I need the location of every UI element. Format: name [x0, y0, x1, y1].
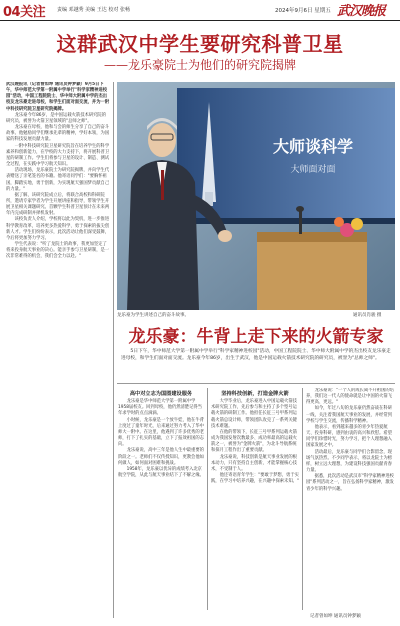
- article-paragraph: 龙乐豪在母校，他和与会的师生分享了自己的奋斗故事。他勉励同学们继承先辈的精神，学好本领，为国家的科技发展贡献力量。: [6, 125, 110, 143]
- feature-column-1: [118, 388, 204, 610]
- article-paragraph: 龙乐豪说，高中三年是他人生中最重要的阶段之一。老师们不仅传授知识，更教会他如何做人，如何面对困难和挑战。: [118, 448, 204, 466]
- article-paragraph: 活动现场，龙乐豪院士为研究院揭牌，并向学生代表赠送了亲笔签名的书籍。他寄语同学们："要胸怀祖国，脚踏实地，勇于创新，为实现航天强国梦贡献自己的力量。": [6, 168, 110, 192]
- article-paragraph: 龙乐豪说："一个人的成长离不开祖国的培养，我们这一代人的使命就是让中国的火箭飞得更高、更远。": [306, 388, 394, 406]
- article-intro: 武汉晚报讯（记者曾如坤 通讯员钟梦颖）9月5日下午，华中师范大学第一附属中学举行"科学家精神进校园"活动，中国工程院院士、华中师大附属中学的杰出校友龙乐豪走进母校，和学生们面对面交流，并为一附中科技研究院卫星研究院揭牌。: [6, 82, 110, 112]
- slide-title: 大师谈科学: [272, 137, 354, 156]
- newspaper-logo: 武汉晚报: [337, 4, 386, 19]
- column-divider: [207, 388, 208, 610]
- main-headline: 这群武汉中学生要研究科普卫星: [56, 32, 344, 56]
- photo-credit: 通讯员肖骏 摄: [353, 313, 382, 318]
- page-header: [0, 0, 400, 21]
- article-paragraph: 据了解，该研究院成立后，将联合高校和科研院所，邀请专家学者为学生开展讲座和指导，带领学生开展卫星相关课题研究。首颗学生科普卫星预计在未来两年内完成研制并择机发射。: [6, 192, 110, 217]
- issue-date: 2024年9月6日 星期五: [275, 8, 331, 14]
- photo-illustration: [117, 82, 395, 310]
- slide-subtitle: 大师面对面: [290, 165, 336, 175]
- podium: [257, 232, 367, 310]
- article-paragraph: 该校负责人介绍，学校将以此为契机，进一步推进科学教育改革，培养更多热爱科学、勇于探索的拔尖创新人才。学生们纷纷表示，此次活动让他们深受鼓舞，今后将更加努力学习。: [6, 217, 110, 241]
- feature-lead: 5日下午，华中师范大学第一附属中学举行"科学家精神进校园"活动，中国工程院院士、华中师大附属中学的杰出校友龙乐豪走进母校，和学生们面对面交流。龙乐豪今年86岁，出生于武汉，他是中国运载火箭技术研究院的研究员，被誉为"总师之师"。: [121, 349, 391, 361]
- sub-headline: ——龙乐豪院士为他们的研究院揭牌: [103, 58, 296, 72]
- column-divider: [302, 388, 303, 610]
- article-paragraph: 一附中科技研究院卫星研究院旨在培养学生的科学素养和创新能力，在学校的大力支持下，将开展科普卫星的研制工作。学生们将参与卫星的设计、制造、测试全过程，在实践中学习航天知识。: [6, 143, 110, 168]
- page-number: 04关注: [3, 5, 46, 20]
- article-paragraph: 活动最后，龙乐豪与同学们合影留念，现场气氛热烈。不少同学表示，将以龙院士为榜样，树立远大理想，为建设科技强国贡献青春力量。: [306, 449, 392, 474]
- article-paragraph: 龙乐豪是华中师范大学第一附属中学1958届校友。回到母校，他仍然清楚记得当年求学时的点点滴滴。: [118, 399, 202, 417]
- editors-line: 责编 邓越秀 美编 王达 校对 张畅: [57, 7, 130, 13]
- article-paragraph: 1958年，龙乐豪以优异的成绩考入北京航空学院，从此与航天事业结下了不解之缘。: [118, 466, 204, 479]
- reporter-credit: 记者曾如坤 通讯员钟梦颖: [310, 614, 361, 619]
- section-heading: 高中对立志为国图建设服务: [129, 391, 193, 397]
- section-divider: [117, 383, 395, 384]
- feature-column-2: [211, 388, 299, 610]
- article-paragraph: 如今，年过八旬的龙乐豪仍然奋战在科研一线，关注着我国航天事业的发展，并经常到学校与学生交流，传播科学精神。: [306, 406, 392, 424]
- section-heading: 坚持科技创新，打造金牌火箭: [221, 391, 289, 397]
- photo-caption: 龙乐豪为学生讲述自己的奋斗故事。: [117, 313, 189, 318]
- feature-column-3: [306, 388, 395, 610]
- article-paragraph: 他表示，看到越来越多的青少年热爱航天、投身科研，感到由衷的高兴和欣慰。希望同学们珍惜时光，努力学习，把个人理想融入国家发展之中。: [306, 424, 392, 449]
- article-paragraph: 大学毕业后，龙乐豪进入中国运载火箭技术研究院工作，先后参与和主持了多个型号运载火箭的研制工作。他担任长征三号甲系列运载火箭总设计师，带领团队攻克了一系列关键技术难题。: [211, 399, 297, 429]
- article-paragraph: 小时候，龙乐豪是一个放牛娃，他在牛背上度过了童年时光，后来通过努力考入了华中师大一附中。在这里，他遇到了许多优秀的老师，打下了扎实的基础，立下了报效祖国的志向。: [118, 417, 204, 448]
- news-photo: [117, 82, 395, 310]
- article-paragraph: 龙乐豪今年86岁，是中国运载火箭技术研究院的研究员，被誉为火箭卫星领域的"总师之师"。: [6, 112, 106, 124]
- article-paragraph: 据悉，此次活动是武汉市"科学家精神进校园"系列活动之一，旨在弘扬科学家精神，激发青少年的科学兴趣。: [306, 474, 394, 492]
- feature-headline: 龙乐豪：牛背上走下来的火箭专家: [128, 327, 384, 347]
- article-paragraph: 他还寄语青年学生："要敢于梦想，勇于实践，在学习中培养兴趣，在兴趣中探索未知。": [211, 473, 299, 485]
- article-paragraph: 学生代表说："听了龙院士的故事，我更加坚定了将来投身航天事业的决心。能亲手参与卫星研制，是一次非常难得的机会，我们会全力以赴。": [6, 242, 110, 260]
- article-paragraph: 龙乐豪说，科技创新是航天事业发展的根本动力，只有坚持自主创新，才能掌握核心技术，不受制于人。: [211, 454, 297, 472]
- column-divider: [113, 82, 114, 618]
- article-paragraph: 在他的带领下，长征三号甲系列运载火箭成为我国发射次数最多、成功率最高的运载火箭之一，被誉为"金牌火箭"，为北斗导航系统和探月工程作出了重要贡献。: [211, 429, 297, 454]
- article-left-column: [6, 82, 110, 618]
